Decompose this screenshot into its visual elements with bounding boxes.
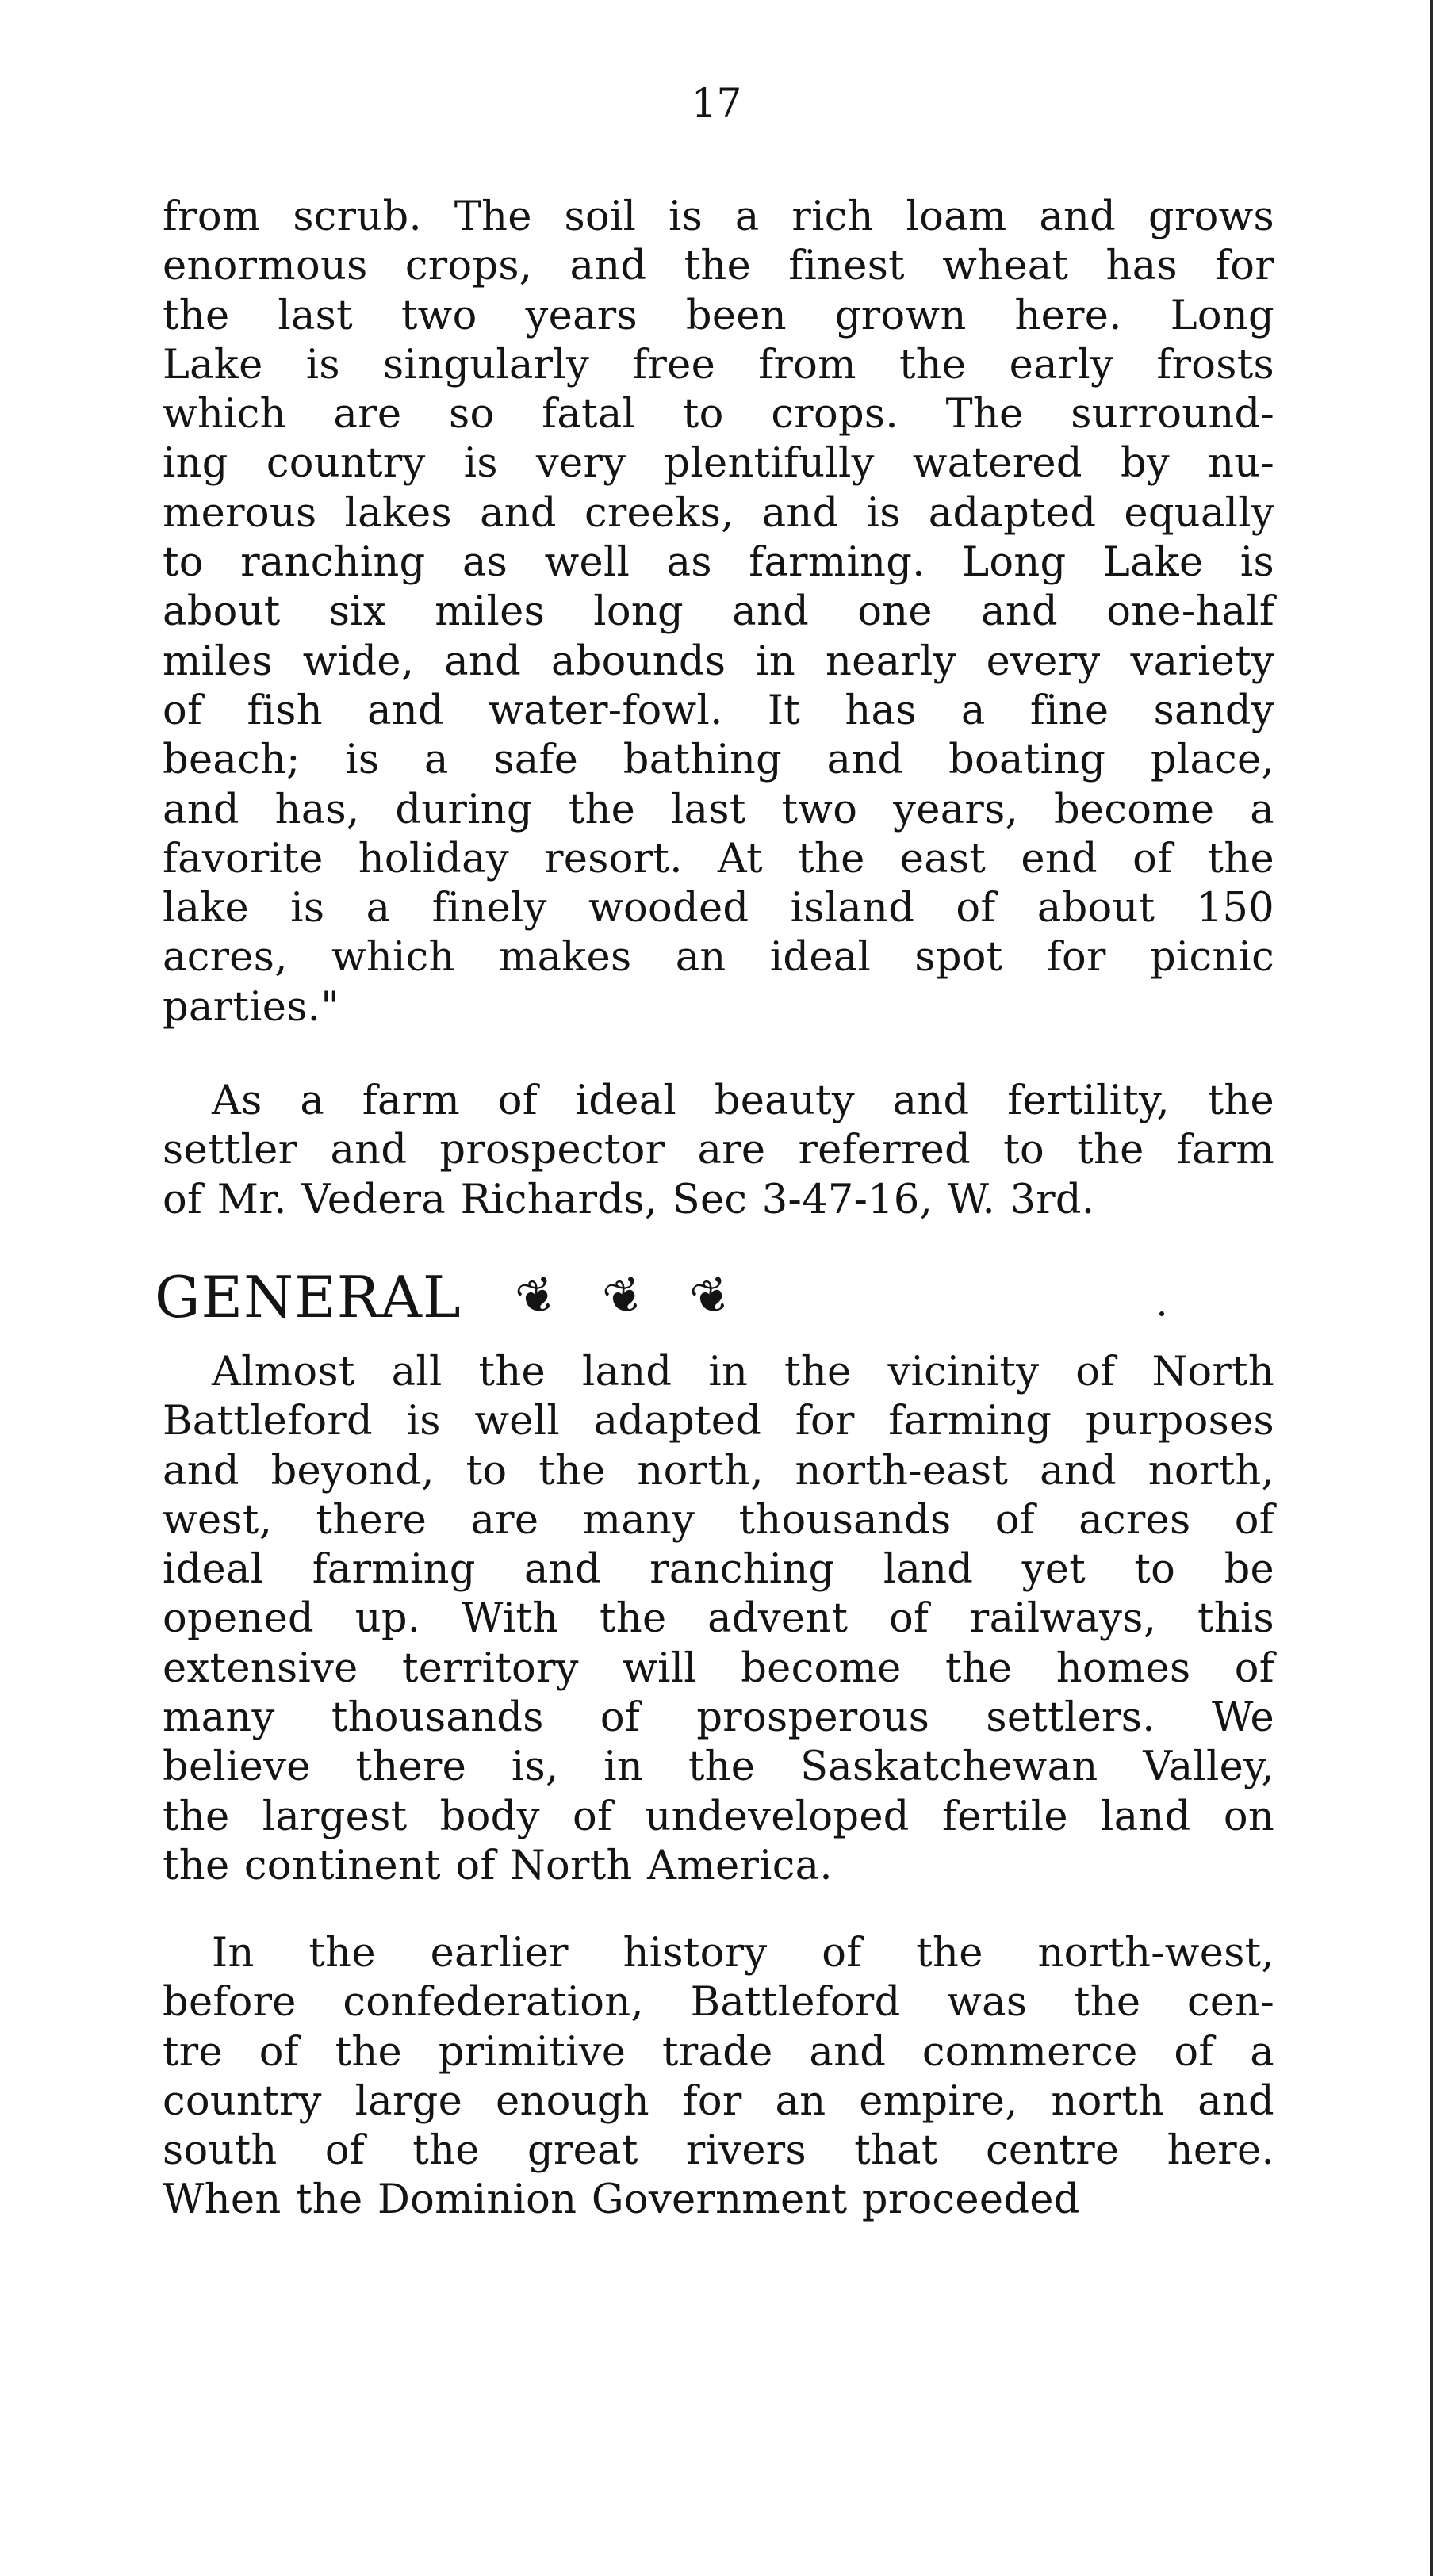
text-line: Battleford is well adapted for farming purposes: [163, 1398, 1274, 1445]
text-line: which are so fatal to crops. The surround-: [163, 391, 1274, 438]
text-line: before confederation, Battleford was the cen-: [163, 1979, 1274, 2027]
text-line: ing country is very plentifully watered by nu-: [163, 440, 1274, 488]
text-line: merous lakes and creeks, and is adapted equally: [163, 489, 1274, 537]
page-number: 17: [691, 80, 742, 126]
text-line: When the Dominion Government proceeded: [163, 2176, 1080, 2224]
paragraph-general-land: [163, 1348, 1274, 1891]
text-line: believe there is, in the Saskatchewan Valley,: [163, 1743, 1274, 1791]
text-line: Almost all the land in the vicinity of North: [212, 1349, 1274, 1395]
fleuron-icon: ❦: [684, 1264, 740, 1330]
text-line: of Mr. Vedera Richards, Sec 3-47-16, W. 3rd.: [163, 1176, 1095, 1223]
paragraph-ideal-farm: [163, 1077, 1274, 1225]
text-line: settler and prospector are referred to the farm: [163, 1127, 1274, 1174]
text-line: In the earlier history of the north-west,: [212, 1930, 1274, 1977]
text-line: west, there are many thousands of acres of: [163, 1496, 1274, 1544]
text-line: and beyond, to the north, north-east and north,: [163, 1447, 1274, 1495]
text-line: extensive territory will become the homes of: [163, 1644, 1274, 1692]
text-line: tre of the primitive trade and commerce of a: [163, 2028, 1274, 2076]
paragraph-history: [163, 1929, 1274, 2226]
text-line: of fish and water-fowl. It has a fine sandy: [163, 687, 1274, 734]
page-edge-line: [1430, 0, 1433, 2576]
text-line: south of the great rivers that centre here.: [163, 2127, 1274, 2175]
text-line: parties.": [163, 983, 339, 1031]
fleuron-icon: ❦: [509, 1264, 565, 1330]
text-line: the continent of North America.: [163, 1842, 833, 1889]
paragraph-long-lake: [163, 193, 1274, 1032]
text-line: lake is a finely wooded island of about 150: [163, 885, 1274, 932]
text-line: As a farm of ideal beauty and fertility, the: [212, 1077, 1274, 1124]
text-line: the largest body of undeveloped fertile land on: [163, 1793, 1274, 1840]
text-line: enormous crops, and the finest wheat has for: [163, 243, 1274, 290]
text-line: to ranching as well as farming. Long Lake is: [163, 539, 1274, 587]
text-line: acres, which makes an ideal spot for picnic: [163, 934, 1274, 982]
section-heading-general: [155, 1261, 740, 1333]
text-line: ideal farming and ranching land yet to be: [163, 1546, 1274, 1594]
text-line: miles wide, and abounds in nearly every variety: [163, 637, 1274, 685]
text-line: beach; is a safe bathing and boating place,: [163, 737, 1274, 784]
fleuron-icon: ❦: [596, 1264, 652, 1330]
text-line: the last two years been grown here. Long: [163, 292, 1274, 339]
text-line: many thousands of prosperous settlers. We: [163, 1694, 1274, 1742]
text-line: favorite holiday resort. At the east end of the: [163, 835, 1274, 882]
text-line: about six miles long and one and one-half: [163, 588, 1274, 636]
text-line: opened up. With the advent of railways, this: [163, 1595, 1274, 1643]
heading-ornaments: [509, 1264, 740, 1330]
heading-title: GENERAL: [155, 1264, 462, 1330]
text-line: Lake is singularly free from the early frosts: [163, 341, 1274, 389]
print-speck: [1159, 1311, 1164, 1316]
text-line: country large enough for an empire, north and: [163, 2077, 1274, 2125]
text-line: and has, during the last two years, become a: [163, 786, 1274, 833]
text-line: from scrub. The soil is a rich loam and grows: [163, 193, 1274, 240]
